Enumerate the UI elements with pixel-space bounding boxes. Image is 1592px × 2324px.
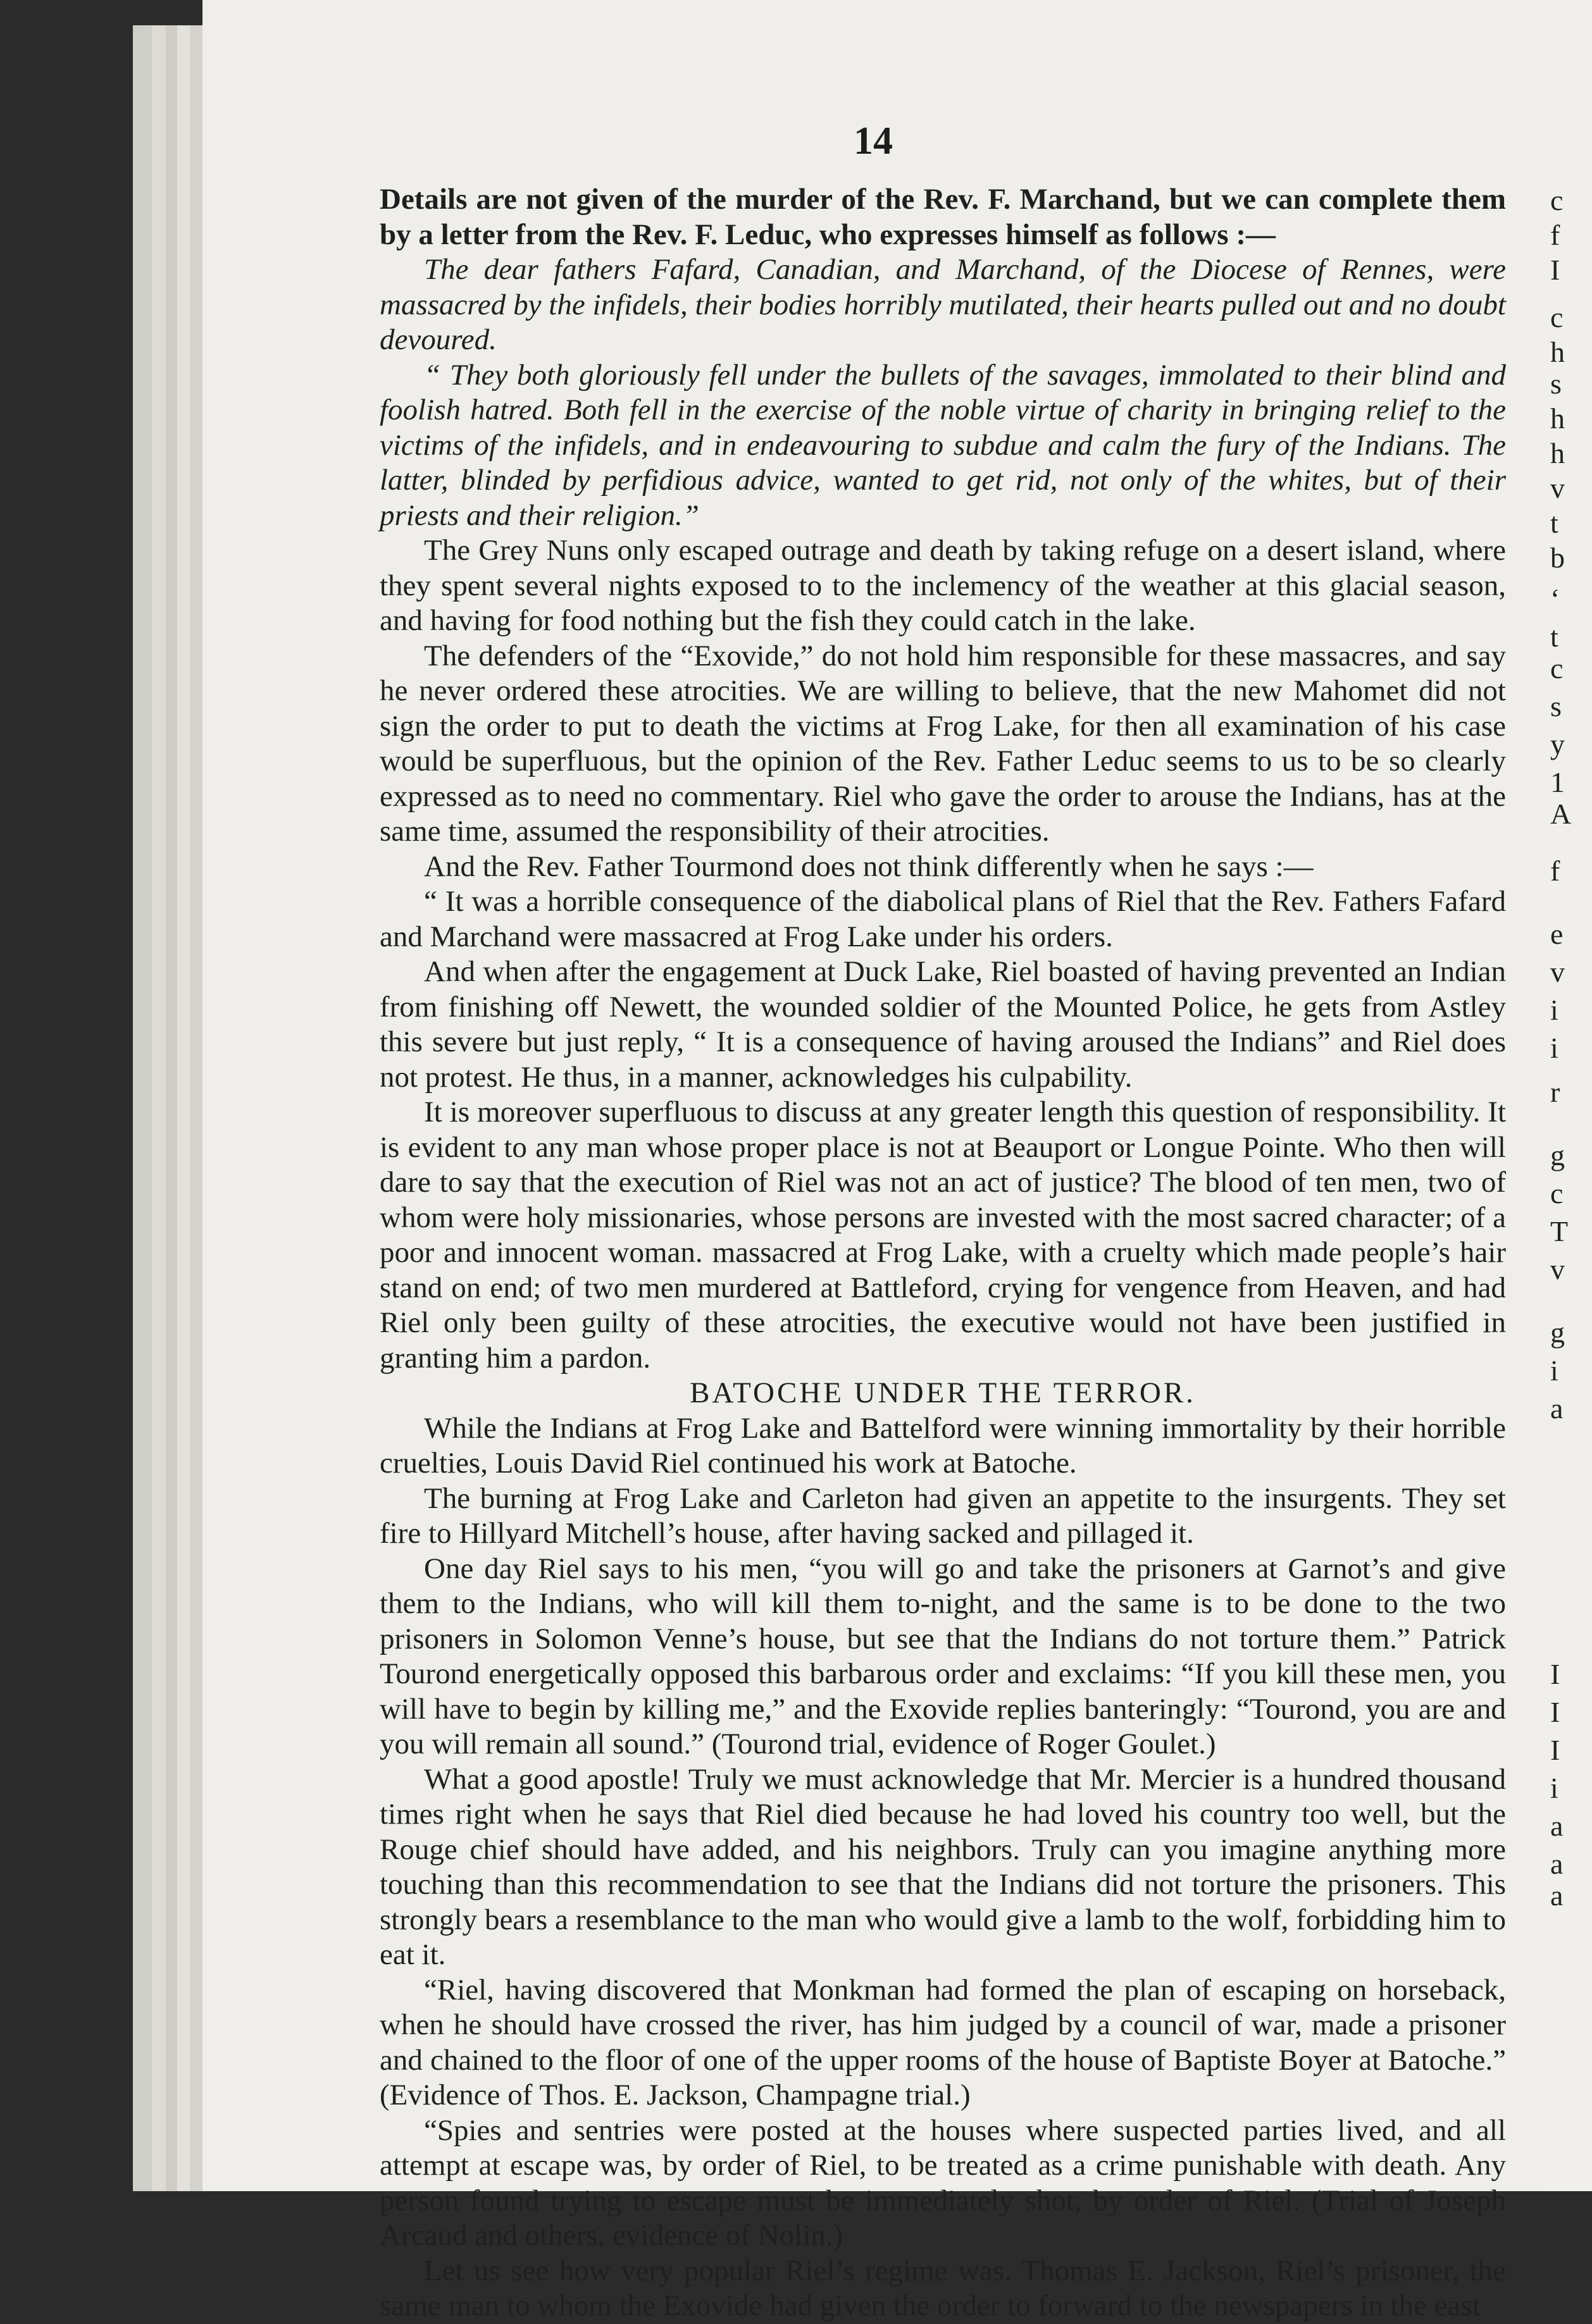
adjacent-page-letter: g <box>1550 1316 1565 1349</box>
adjacent-page-letter: f <box>1550 219 1560 251</box>
adjacent-page-letter: t <box>1550 507 1558 539</box>
adjacent-page-letter: h <box>1550 437 1565 469</box>
adjacent-page-letter: y <box>1550 728 1565 760</box>
paragraph: “Spies and sentries were posted at the houses where suspected parties lived, and all attempt at escape was, by order of Riel, to be treated as a crime punishable with death. Any person found trying to escape must be immediately shot, by order of Riel. (Trial of Joseph Arcaud and others, evidence of Nolin.) <box>380 2113 1506 2252</box>
paragraph: What a good apostle! Truly we must acknowledge that Mr. Mercier is a hundred thousand times right when he says that Riel died because he had loved his country too well, but the Rouge chief should have added, and his neighbors. Truly can you imagine anything more touching than this recommendation to see that the Indians did not torture the prisoners. This strongly bears a resemblance to the man who would give a lamb to the wolf, forbidding him to eat it. <box>380 1762 1506 1971</box>
adjacent-page-strip <box>1541 0 1592 2191</box>
adjacent-page-letter: c <box>1550 652 1564 684</box>
adjacent-page-letter: v <box>1550 1253 1565 1285</box>
paragraph: The Grey Nuns only escaped outrage and death by taking refuge on a desert island, where they spent several nights exposed to to the inclemency of the weather at this glacial season, and having for food nothing but the fish they could catch in the lake. <box>380 534 1506 637</box>
adjacent-page-letter: i <box>1550 1772 1558 1804</box>
page-number: 14 <box>854 120 893 163</box>
document-page <box>202 0 1544 2322</box>
adjacent-page-letter: i <box>1550 994 1558 1026</box>
paragraph: It is moreover superfluous to discuss at any greater length this question of responsibility. It is evident to any man whose proper place is not at Beauport or Longue Pointe. Who then will dare to say that the execution of Riel was not an act of justice? The blood of ten men, two of whom were holy missionaries, whose persons are invested with the most sacred character; of a poor and innocent woman. massacred at Frog Lake, with a cruelty which made people’s hair stand on end; of two men murdered at Battleford, crying for vengence from Heaven, and had Riel only been guilty of these atrocities, the executive would not have been justified in granting him a pardon. <box>380 1096 1506 1375</box>
adjacent-page-letter: I <box>1550 1658 1560 1690</box>
adjacent-page-letter: T <box>1550 1215 1569 1247</box>
adjacent-page-letter: I <box>1550 1696 1560 1728</box>
paragraph: And when after the engagement at Duck Lake, Riel boasted of having prevented an Indian from finishing off Newett, the wounded soldier of the Mounted Police, he gets from Astley this severe but just reply, “ It is a consequence of having aroused the Indians” and Riel does not protest. He thus, in a manner, acknowledges his culpability. <box>380 955 1506 1094</box>
paragraph: One day Riel says to his men, “you will go and take the prisoners at Garnot’s and give them to the Indians, who will kill them to-night, and the same is to be done to the two prisoners in Solomon Venne’s house, but see that the Indians do not torture them.” Patrick Tourond energetically opposed this barbarous order and exclaims: “If you kill these men, you will have to begin by killing me,” and the Exovide replies banteringly: “Tourond, you are and you will remain all sound.” (Tourond trial, evidence of Roger Goulet.) <box>380 1552 1506 1760</box>
paragraph: While the Indians at Frog Lake and Battelford were winning immortality by their horrible cruelties, Louis David Riel continued his work at Batoche. <box>380 1411 1506 1480</box>
paragraph: “Riel, having discovered that Monkman had formed the plan of escaping on horseback, when he should have crossed the river, has him judged by a council of war, made a prisoner and chained to the floor of one of the upper rooms of the house of Baptiste Boyer at Batoche.” (Evidence of Thos. E. Jackson, Champagne trial.) <box>380 1973 1506 2111</box>
adjacent-page-letter: h <box>1550 336 1565 368</box>
adjacent-page-letter: e <box>1550 918 1564 950</box>
adjacent-page-letter: v <box>1550 472 1565 504</box>
adjacent-page-letter: a <box>1550 1810 1564 1842</box>
adjacent-page-letter: i <box>1550 1032 1558 1064</box>
adjacent-page-letter: a <box>1550 1879 1564 1912</box>
adjacent-page-letter: s <box>1550 690 1562 722</box>
paragraph: Details are not given of the murder of the Rev. F. Marchand, but we can complete them by a letter from the Rev. F. Leduc, who expresses himself as follows :— <box>380 183 1506 251</box>
adjacent-page-letter: f <box>1550 855 1560 887</box>
paragraph: Let us see how very popular Riel’s regime was. Thomas E. Jackson, Riel’s prisoner, the same man to whom the Exovide had given the order to forward to the newspapers in the east <box>380 2254 1506 2322</box>
adjacent-page-letter: c <box>1550 1177 1564 1209</box>
section-heading: BATOCHE UNDER THE TERROR. <box>690 1376 1196 1409</box>
paragraph: And the Rev. Father Tourmond does not think differently when he says :— <box>424 850 1314 883</box>
paragraph: “ It was a horrible consequence of the diabolical plans of Riel that the Rev. Fathers Fafard and Marchand were massacred at Frog Lake under his orders. <box>380 885 1506 953</box>
adjacent-page-letter: v <box>1550 956 1565 988</box>
adjacent-page-letter: h <box>1550 402 1565 435</box>
adjacent-page-letter: s <box>1550 368 1562 400</box>
adjacent-page-letter: A <box>1550 798 1572 830</box>
adjacent-page-letter: ‘ <box>1550 583 1560 615</box>
adjacent-page-letter: b <box>1550 541 1565 574</box>
adjacent-page-letter: g <box>1550 1139 1565 1171</box>
paragraph: The defenders of the “Exovide,” do not hold him responsible for these massacres, and say he never ordered these atrocities. We are willing to believe, that the new Mahomet did not sign the order to put to death the victims at Frog Lake, for then all examination of his case would be superfluous, but the opinion of the Rev. Father Leduc seems to us to be so clearly expressed as to need no commentary. Riel who gave the order to arouse the Indians, has at the same time, assumed the responsibility of their atrocities. <box>380 639 1506 848</box>
page-body <box>380 182 1506 2324</box>
quoted-paragraph: The dear fathers Fafard, Canadian, and Marchand, of the Diocese of Rennes, were massacred by the infidels, their bodies horribly mutilated, their hearts pulled out and no doubt devoured. <box>380 253 1506 356</box>
adjacent-page-letter: 1 <box>1550 766 1565 798</box>
paragraph: The burning at Frog Lake and Carleton had given an appetite to the insurgents. They set fire to Hillyard Mitchell’s house, after having sacked and pillaged it. <box>380 1481 1506 1550</box>
adjacent-page-letter: I <box>1550 254 1560 286</box>
adjacent-page-letter: r <box>1550 1076 1560 1108</box>
adjacent-page-letter: I <box>1550 1734 1560 1766</box>
adjacent-page-letter: a <box>1550 1848 1564 1880</box>
adjacent-page-letter: a <box>1550 1392 1564 1425</box>
adjacent-page-letter: c <box>1550 184 1564 216</box>
adjacent-page-letter: t <box>1550 621 1558 653</box>
adjacent-page-letter: i <box>1550 1354 1558 1387</box>
adjacent-page-letter: c <box>1550 301 1564 333</box>
quoted-paragraph: “ They both gloriously fell under the bullets of the savages, immolated to their blind and foolish hatred. Both fell in the exercise of the noble virtue of charity in bringing relief to the victims of the infidels, and in endeavouring to subdue and calm the fury of the Indians. The latter, blinded by perfidious advice, wanted to get rid, not only of the whites, but of their priests and their religion.” <box>380 358 1506 532</box>
